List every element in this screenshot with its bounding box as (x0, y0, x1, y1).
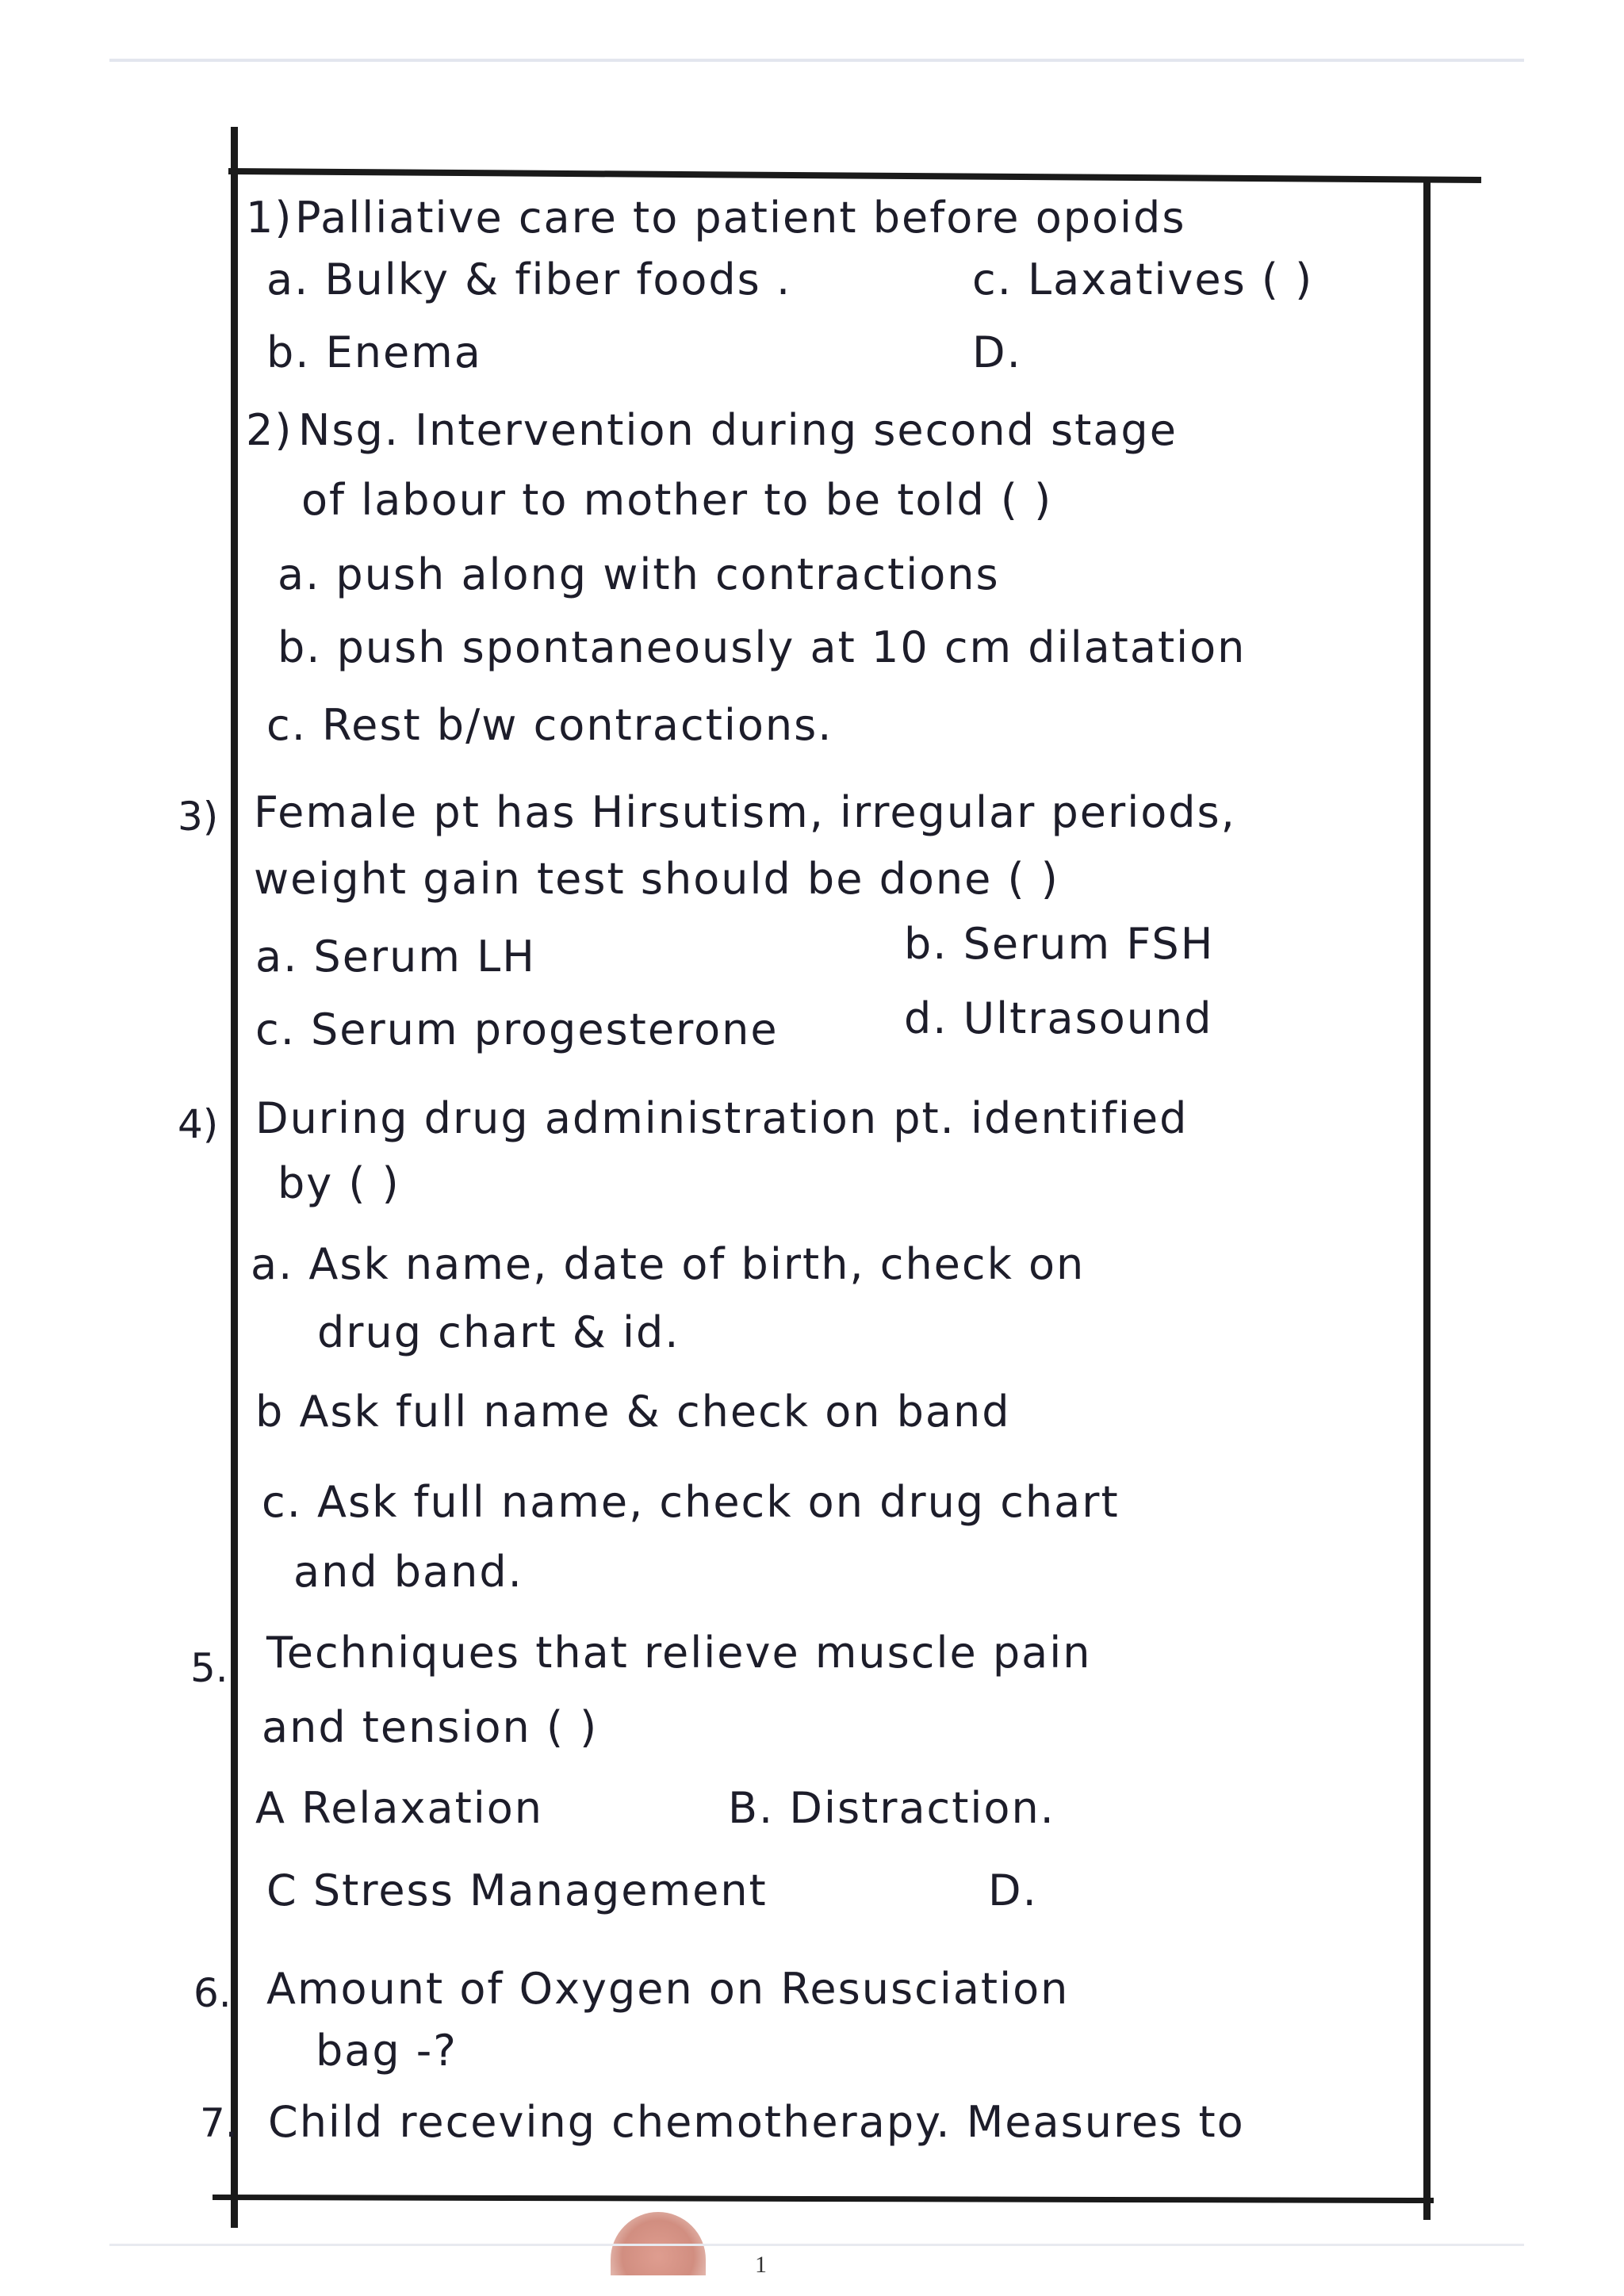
option-b: b Ask full name & check on band (255, 1387, 1011, 1437)
option-b: b. Enema (266, 327, 482, 377)
option-c-cont: and band. (293, 1547, 523, 1597)
question-number: 7. (200, 2100, 238, 2146)
option-c: c. Rest b/w contractions. (266, 700, 833, 750)
question-number: 1) (246, 193, 293, 243)
option-d: D. (988, 1866, 1038, 1915)
page-bottom-rule (109, 2244, 1524, 2246)
question-text-cont: of labour to mother to be told ( ) (301, 475, 1053, 525)
option-a: A Relaxation (255, 1783, 544, 1833)
question-text: During drug administration pt. identified (255, 1093, 1189, 1143)
option-a: a. Serum LH (255, 932, 536, 982)
option-b: b. push spontaneously at 10 cm dilatation (278, 622, 1247, 672)
page-border-bottom (213, 2195, 1434, 2203)
page-border-left (231, 127, 238, 2228)
option-c: C Stress Management (266, 1866, 768, 1915)
question-text: Child receving chemotherapy. Measures to (268, 2097, 1245, 2147)
option-a: a. Ask name, date of birth, check on (251, 1239, 1086, 1289)
question-number: 5. (190, 1645, 228, 1691)
option-a: a. Bulky & fiber foods . (266, 254, 792, 304)
option-d: D. (972, 327, 1022, 377)
question-text: Female pt has Hirsutism, irregular periods, (254, 787, 1236, 837)
question-number: 4) (178, 1101, 219, 1147)
question-text-cont: weight gain test should be done ( ) (254, 854, 1059, 904)
option-c: c. Laxatives ( ) (972, 254, 1314, 304)
page-top-rule (109, 59, 1524, 62)
page-number: 1 (755, 2252, 767, 2278)
question-text: Palliative care to patient before opoids (295, 193, 1186, 243)
option-d: d. Ultrasound (904, 993, 1213, 1043)
option-a-cont: drug chart & id. (317, 1307, 680, 1357)
question-text-cont: and tension ( ) (262, 1702, 599, 1752)
option-b: B. Distraction. (728, 1783, 1055, 1833)
question-text: Techniques that relieve muscle pain (266, 1628, 1092, 1678)
page-border-top (228, 168, 1481, 183)
option-a: a. push along with contractions (278, 549, 1000, 599)
question-number: 6. (193, 1970, 232, 2016)
question-number: 3) (178, 794, 219, 840)
question-text-cont: bag -? (316, 2026, 458, 2076)
question-number: 2) (246, 405, 293, 455)
question-text-cont: by ( ) (278, 1158, 400, 1208)
option-c: c. Serum progesterone (255, 1004, 779, 1054)
question-text: Nsg. Intervention during second stage (298, 405, 1178, 455)
question-text: Amount of Oxygen on Resusciation (266, 1964, 1070, 2014)
option-b: b. Serum FSH (904, 919, 1215, 969)
page-border-right (1423, 178, 1431, 2220)
option-c: c. Ask full name, check on drug chart (262, 1477, 1120, 1527)
